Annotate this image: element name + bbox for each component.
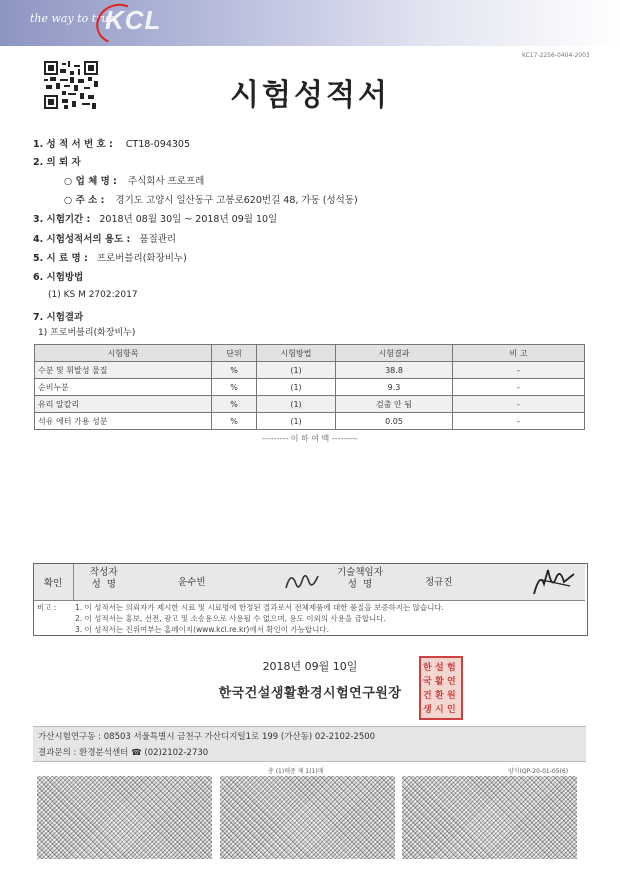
note-line: 1. 이 성적서는 의뢰자가 제시한 시료 및 시료명에 한정된 결과로서 전체제품에 대한 품질을 보증하지는 않습니다. (75, 603, 444, 612)
footer-line-2: 결과문의 : 환경분석센터 ☎ (02)2102-2730 (38, 748, 209, 758)
author-signature-icon (283, 566, 323, 594)
kcl-logo: KCL (105, 5, 162, 35)
footer-line-1: 가산시험연구동 : 08503 서울특별시 금천구 가산디지털1로 199 (가산동) 02-2102-2500 (38, 732, 376, 742)
cell: % (212, 379, 257, 396)
security-pattern-icon (37, 776, 212, 859)
cell: 석유 에터 가용 성분 (35, 413, 212, 430)
company-name: 주식회사 프로프레 (127, 176, 205, 187)
author-label: 작성자 성 명 (90, 567, 118, 590)
address: 경기도 고양시 일산동구 고봉로620번길 48, 가동 (성석동) (115, 195, 358, 206)
results-table (34, 344, 585, 430)
security-pattern-icon (220, 776, 395, 859)
sample-name: 프로버블리(화장비누) (96, 253, 187, 264)
cell: (1) (257, 379, 336, 396)
cell: % (212, 396, 257, 413)
cell: 검출 안 됨 (336, 396, 453, 413)
address-label: ○ 주 소 : (64, 195, 105, 206)
issuing-organization: 한국건설생활환경시험연구원장 (218, 686, 402, 701)
cell: - (453, 413, 585, 430)
cell: (1) (257, 396, 336, 413)
cell: (1) (257, 413, 336, 430)
confirm-label: 확인 (33, 564, 74, 600)
col-header: 시험방법 (257, 345, 336, 362)
cell: - (453, 379, 585, 396)
cell: 수분 및 휘발성 물질 (35, 362, 212, 379)
form-code: 양식(QP-20-01-05(6) (508, 768, 569, 775)
company-row (64, 176, 204, 188)
method-label: 6. 시험방법 (33, 272, 84, 283)
cell: 유리 알칼리 (35, 396, 212, 413)
notes-label: 비고 : (37, 603, 57, 612)
col-header: 단위 (212, 345, 257, 362)
author-name: 윤수빈 (178, 577, 206, 588)
sample-row (33, 253, 187, 265)
col-header: 시험결과 (336, 345, 453, 362)
tagline: the way to trust (30, 12, 119, 25)
table-row (35, 379, 585, 396)
table-row (35, 396, 585, 413)
cert-number-row (33, 139, 190, 151)
cell: 9.3 (336, 379, 453, 396)
cell: - (453, 362, 585, 379)
purpose-label: 4. 시험성적서의 용도 : (33, 234, 131, 245)
cell: 순비누분 (35, 379, 212, 396)
period-label: 3. 시험기간 : (33, 214, 91, 225)
manager-label: 기술책임자 성 명 (337, 567, 383, 590)
cell: 0.05 (336, 413, 453, 430)
cell: - (453, 396, 585, 413)
cert-number-label: 1. 성 적 서 번 호 : (33, 139, 113, 150)
end-of-table-mark: --------- 이 하 여 백 --------- (262, 434, 358, 443)
document-title: 시험성적서 (230, 78, 390, 113)
purpose-row (33, 234, 176, 246)
document-code: KC17-2256-0404-2003 (522, 52, 590, 59)
manager-name: 정규진 (425, 577, 453, 588)
cell: (1) (257, 362, 336, 379)
table-row (35, 413, 585, 430)
address-row (64, 195, 358, 207)
table-header-row (35, 345, 585, 362)
cell: 38.8 (336, 362, 453, 379)
sample-label: 5. 시 료 명 : (33, 253, 88, 264)
cert-number: CT18-094305 (125, 139, 190, 150)
table-row (35, 362, 585, 379)
client-label: 2. 의 뢰 자 (33, 157, 81, 168)
manager-signature-icon (530, 564, 578, 598)
period-row (33, 214, 277, 226)
results-label: 7. 시험결과 (33, 312, 84, 323)
company-label: ○ 업 체 명 : (64, 176, 117, 187)
results-sub: 1) 프로버블리(화장비누) (38, 328, 136, 338)
test-period: 2018년 08월 30일 ~ 2018년 09월 10일 (99, 214, 278, 225)
official-seal-icon: 한 설 험 국 활 연 건 환 원 생 시 인 (419, 656, 463, 720)
cell: % (212, 413, 257, 430)
note-line: 3. 이 성적서는 진위여부는 홈페이지(www.kcl.re.kr)에서 확인이 가능합니다. (75, 625, 329, 634)
note-line: 2. 이 성적서는 홍보, 선전, 광고 및 소송용으로 사용될 수 없으며, 용도 이외의 사용을 금합니다. (75, 614, 386, 623)
page-mark: 총 (1)매중 제 1(1)매 (268, 768, 324, 775)
method-value: (1) KS M 2702:2017 (48, 290, 138, 300)
security-pattern-icon (402, 776, 577, 859)
cell: % (212, 362, 257, 379)
purpose: 품질관리 (139, 234, 177, 245)
issue-date: 2018년 09월 10일 (262, 660, 358, 673)
col-header: 비 고 (453, 345, 585, 362)
col-header: 시험항목 (35, 345, 212, 362)
